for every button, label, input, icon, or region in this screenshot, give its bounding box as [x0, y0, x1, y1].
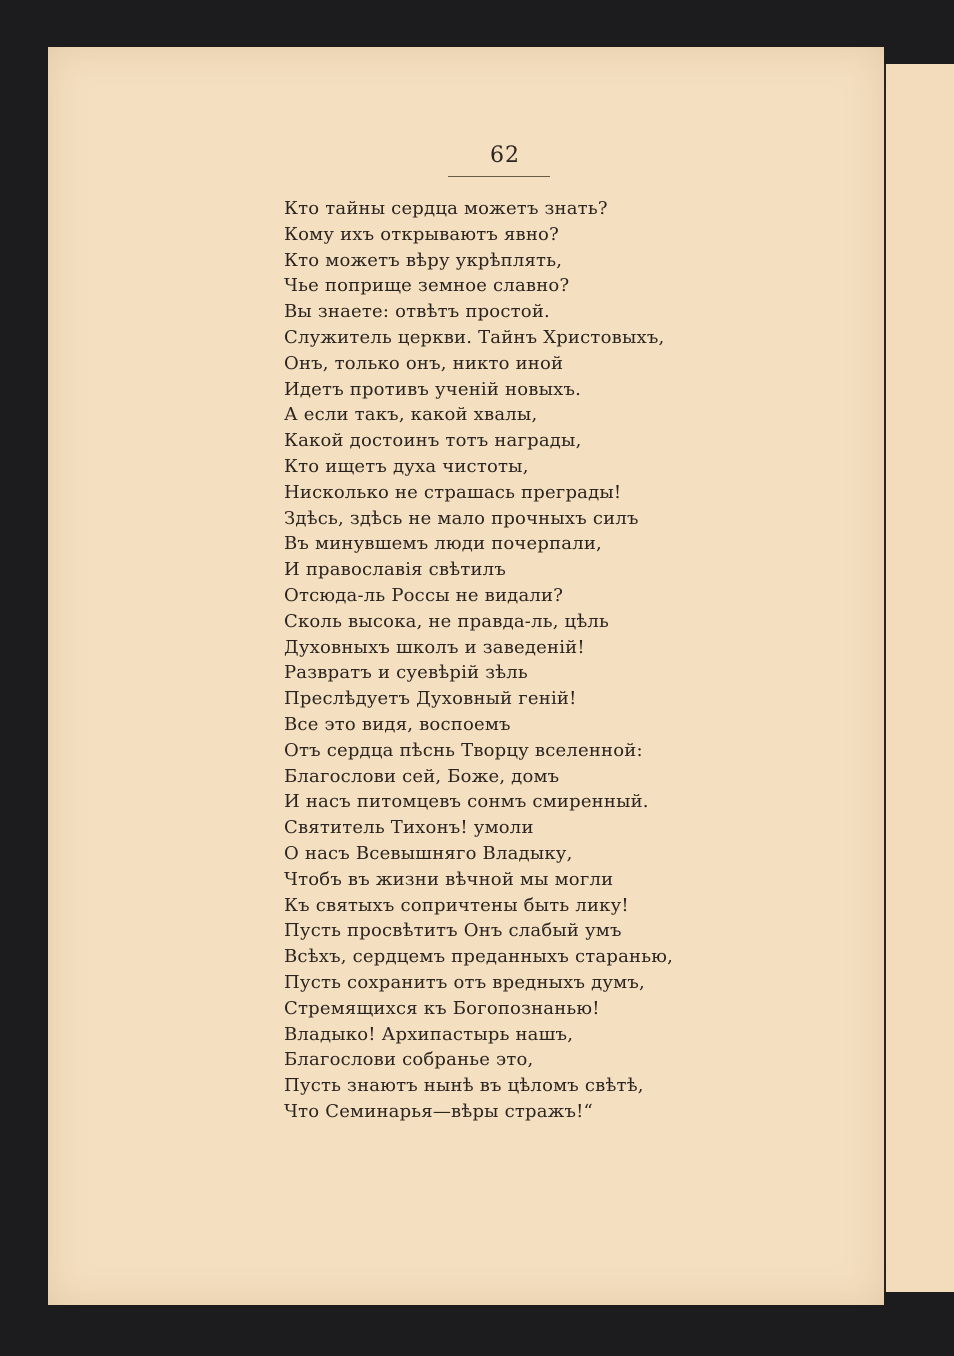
- poem-line: Въ минувшемъ люди почерпали,: [284, 533, 602, 555]
- poem-line: Все это видя, воспоемъ: [284, 713, 511, 735]
- poem-line: Пусть сохранитъ отъ вредныхъ думъ,: [284, 971, 645, 993]
- poem-line: И насъ питомцевъ сонмъ смиренный.: [284, 791, 649, 813]
- page-number-rule: [448, 176, 550, 177]
- poem-line: Преслѣдуетъ Духовный геній!: [284, 688, 577, 710]
- poem-line: А если такъ, какой хвалы,: [284, 404, 538, 426]
- poem-text: [284, 196, 673, 1125]
- poem-line: Благослови собранье это,: [284, 1049, 534, 1071]
- poem-line: Пусть знаютъ нынѣ въ цѣломъ свѣтѣ,: [284, 1075, 644, 1097]
- poem-line: Стремящихся къ Богопознанью!: [284, 997, 600, 1019]
- poem-line: О насъ Всевышняго Владыку,: [284, 842, 573, 864]
- poem-line: И православія свѣтилъ: [284, 559, 506, 581]
- poem-line: Служитель церкви. Тайнъ Христовыхъ,: [284, 326, 665, 348]
- poem-line: Владыко! Архипастырь нашъ,: [284, 1023, 574, 1045]
- poem-line: Что Семинарья—вѣры стражъ!“: [284, 1100, 593, 1122]
- poem-line: Кому ихъ открываютъ явно?: [284, 223, 559, 245]
- poem-line: Нисколько не страшась преграды!: [284, 481, 622, 503]
- poem-line: Къ святыхъ сопричтены быть лику!: [284, 894, 629, 916]
- poem-line: Благослови сей, Боже, домъ: [284, 765, 560, 787]
- poem-line: Духовныхъ школъ и заведеній!: [284, 636, 585, 658]
- poem-line: Сколь высока, не правда-ль, цѣль: [284, 610, 610, 632]
- poem-line: Развратъ и суевѣрій зѣль: [284, 662, 528, 684]
- poem-line: Онъ, только онъ, никто иной: [284, 352, 564, 374]
- poem-line: Кто тайны сердца можетъ знать?: [284, 198, 608, 219]
- poem-line: Святитель Тихонъ! умоли: [284, 817, 534, 839]
- page-number: 62: [490, 143, 520, 168]
- poem-line: Чтобъ въ жизни вѣчной мы могли: [284, 868, 614, 890]
- poem-line: Пусть просвѣтитъ Онъ слабый умъ: [284, 920, 622, 942]
- adjacent-page-edge: [884, 64, 954, 1292]
- poem-line: Отъ сердца пѣснь Творцу вселенной:: [284, 739, 643, 761]
- poem-line: Чье поприще земное славно?: [284, 275, 570, 297]
- poem-line: Какой достоинъ тотъ награды,: [284, 430, 582, 452]
- poem-line: Кто ищетъ духа чистоты,: [284, 455, 529, 477]
- poem-line: Отсюда-ль Россы не видали?: [284, 584, 564, 606]
- poem-line: Здѣсь, здѣсь не мало прочныхъ силъ: [284, 507, 639, 529]
- poem-line: Всѣхъ, сердцемъ преданныхъ старанью,: [284, 946, 673, 968]
- poem-line: Идетъ противъ ученій новыхъ.: [284, 378, 582, 400]
- poem-line: Вы знаете: отвѣтъ простой.: [284, 301, 550, 323]
- poem-line: Кто можетъ вѣру укрѣплять,: [284, 249, 563, 271]
